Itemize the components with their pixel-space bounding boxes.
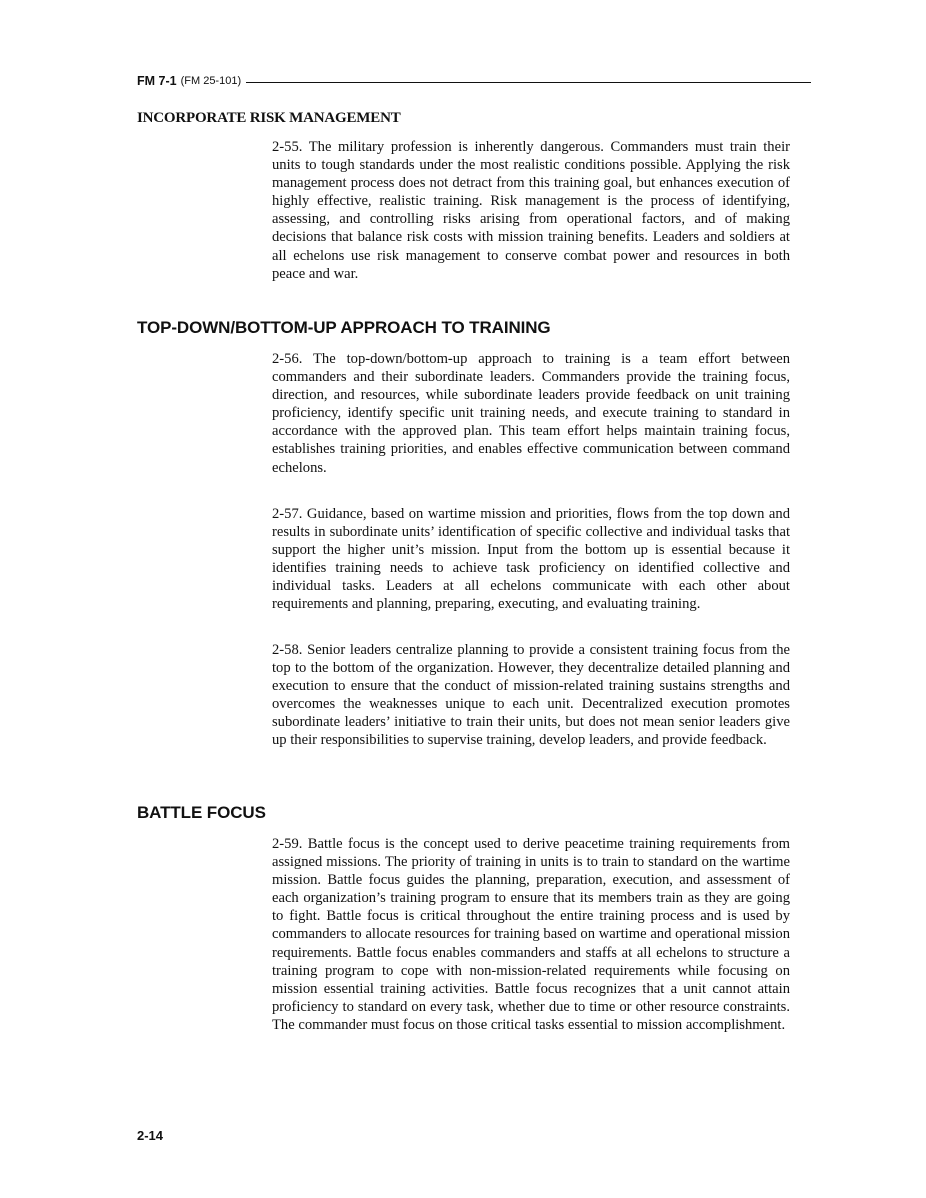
header-superseded-number: (FM 25-101) [180,75,242,87]
running-header [137,74,811,88]
page-number: 2-14 [137,1128,164,1143]
paragraph-2-56: 2-56. The top-down/bottom-up approach to training is a team effort between commanders and their subordinate leaders. Commanders provide the training focus, direction, and resources, while subordinate leaders provide feedback on unit training proficiency, identify specific unit training needs, and execute training to standard in accordance with the approved plan. This team effort helps maintain training focus, establishes training priorities, and enables effective communication between command echelons. [272,351,790,476]
header-manual-number: FM 7-1 [137,74,177,88]
paragraph-2-58: 2-58. Senior leaders centralize planning to provide a consistent training focus from the top to the bottom of the organization. However, they decentralize detailed planning and execution to ensure that the conduct of mission-related training sustains strengths and overcomes the weaknesses unique to each unit. Decentralized execution promotes subordinate leaders’ initiative to train their units, but does not mean senior leaders give up their responsibilities to supervise training, develop leaders, and provide feedback. [272,642,790,749]
paragraph-2-57: 2-57. Guidance, based on wartime mission and priorities, flows from the top down and results in subordinate units’ identification of specific collective and individual tasks that support the higher unit’s mission. Input from the bottom up is essential because it identifies training needs to achieve task proficiency on identified collective and individual tasks. Leaders at all echelons communicate with each other about requirements and planning, preparing, executing, and evaluating training. [272,506,790,613]
paragraph-2-59: 2-59. Battle focus is the concept used to derive peacetime training requirements from assigned missions. The priority of training in units is to train to standard on the wartime mission. Battle focus guides the planning, preparation, execution, and assessment of each organization’s training program to ensure that its members train as they are going to fight. Battle focus is critical throughout the entire training process and is used by commanders to allocate resources for training based on wartime and operational mission requirements. Battle focus enables commanders and staffs at all echelons to structure a training program to cope with non-mission-related requirements while focusing on mission essential training activities. Battle focus recognizes that a unit cannot attain proficiency to standard on every task, whether due to time or other resource constraints. The commander must focus on those critical tasks essential to mission accomplishment. [272,836,790,1033]
section-heading-top-down-bottom-up: TOP-DOWN/BOTTOM-UP APPROACH TO TRAINING [137,318,551,337]
paragraph-2-55: 2-55. The military profession is inherently dangerous. Commanders must train their units to tough standards under the most realistic conditions possible. Applying the risk management process does not detract from this training goal, but enhances execution of highly effective, realistic training. Risk management is the process of identifying, assessing, and controlling risks arising from operational factors, and of making decisions that balance risk costs with mission training benefits. Leaders and soldiers at all echelons use risk management to conserve combat power and resources in both peace and war. [272,139,790,282]
header-rule [246,82,811,83]
section-heading-risk-management: INCORPORATE RISK MANAGEMENT [137,110,401,126]
section-heading-battle-focus: BATTLE FOCUS [137,803,266,822]
